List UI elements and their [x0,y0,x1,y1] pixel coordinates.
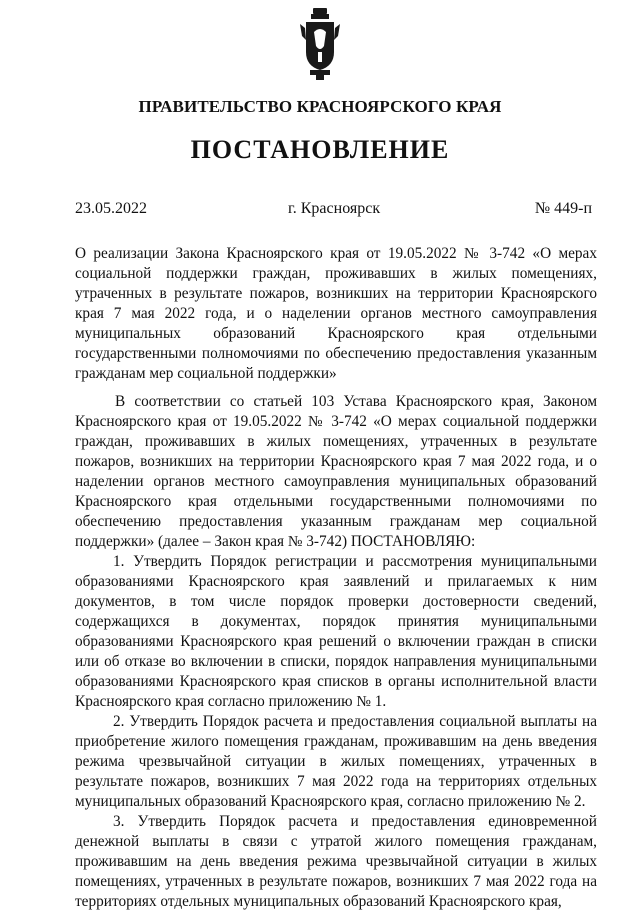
coat-of-arms-icon [296,6,344,82]
document-body [75,392,597,912]
list-item: 1. Утвердить Порядок регистрации и рассмотрения муниципальными образованиями Красноярского края заявлений и прилагаемых к ним документов, в том числе порядок проверки достоверности сведений, содержащихся в документах, порядок принятия муниципальными образованиями Красноярского края решений о включении граждан в списки или об отказе во включении в списки, порядок направления муниципальными образованиями Красноярского края списков в органы исполнительной власти Красноярского края согласно приложению № 1. [75,553,597,710]
government-name: ПРАВИТЕЛЬСТВО КРАСНОЯРСКОГО КРАЯ [138,97,502,116]
document-title [75,244,597,384]
title-text: О реализации Закона Красноярского края от 19.05.2022 № 3-742 «О мерах социальной поддержки граждан, проживавших в жилых помещениях, утраченных в результате пожаров, возникших на территории Красноярского края 7 мая 2022 года, и о наделении органов местного самоуправления муниципальных образований Красноярского края отдельными государственными полномочиями по обеспечению предоставления указанным гражданам мер социальной поддержки» [75,245,597,382]
document-number: № 449-п [534,200,592,217]
preamble-paragraph: В соответствии со статьей 103 Устава Красноярского края, Законом Красноярского края от 19.05.2022 № 3-742 «О мерах социальной поддержки граждан, проживавших в жилых помещениях, утраченных в результате пожаров, возникших на территории Красноярского края 7 мая 2022 года, и о наделении органов местного самоуправления муниципальных образований Красноярского края отдельными государственными полномочиями по обеспечению предоставления указанным гражданам мер социальной поддержки» (далее – Закон края № 3-742) ПОСТАНОВЛЯЮ: [75,393,597,550]
document-city: г. Красноярск [288,200,381,217]
document-kind: ПОСТАНОВЛЕНИЕ [190,135,450,164]
list-item: 2. Утвердить Порядок расчета и предоставления социальной выплаты на приобретение жилого помещения гражданам, проживавшим на день введения режима чрезвычайной ситуации в жилых помещениях, утраченных в результате пожаров, возникших 7 мая 2022 года на территориях отдельных муниципальных образований Красноярского края, согласно приложению № 2. [75,713,597,810]
document-date: 23.05.2022 [75,200,147,217]
list-item: 3. Утвердить Порядок расчета и предоставления единовременной денежной выплаты в связи с утратой жилого помещения гражданам, проживавшим на день введения режима чрезвычайной ситуации в жилых помещениях, утраченных в результате пожаров, возникших 7 мая 2022 года на территориях отдельных муниципальных образований Красноярского края, [75,813,597,910]
